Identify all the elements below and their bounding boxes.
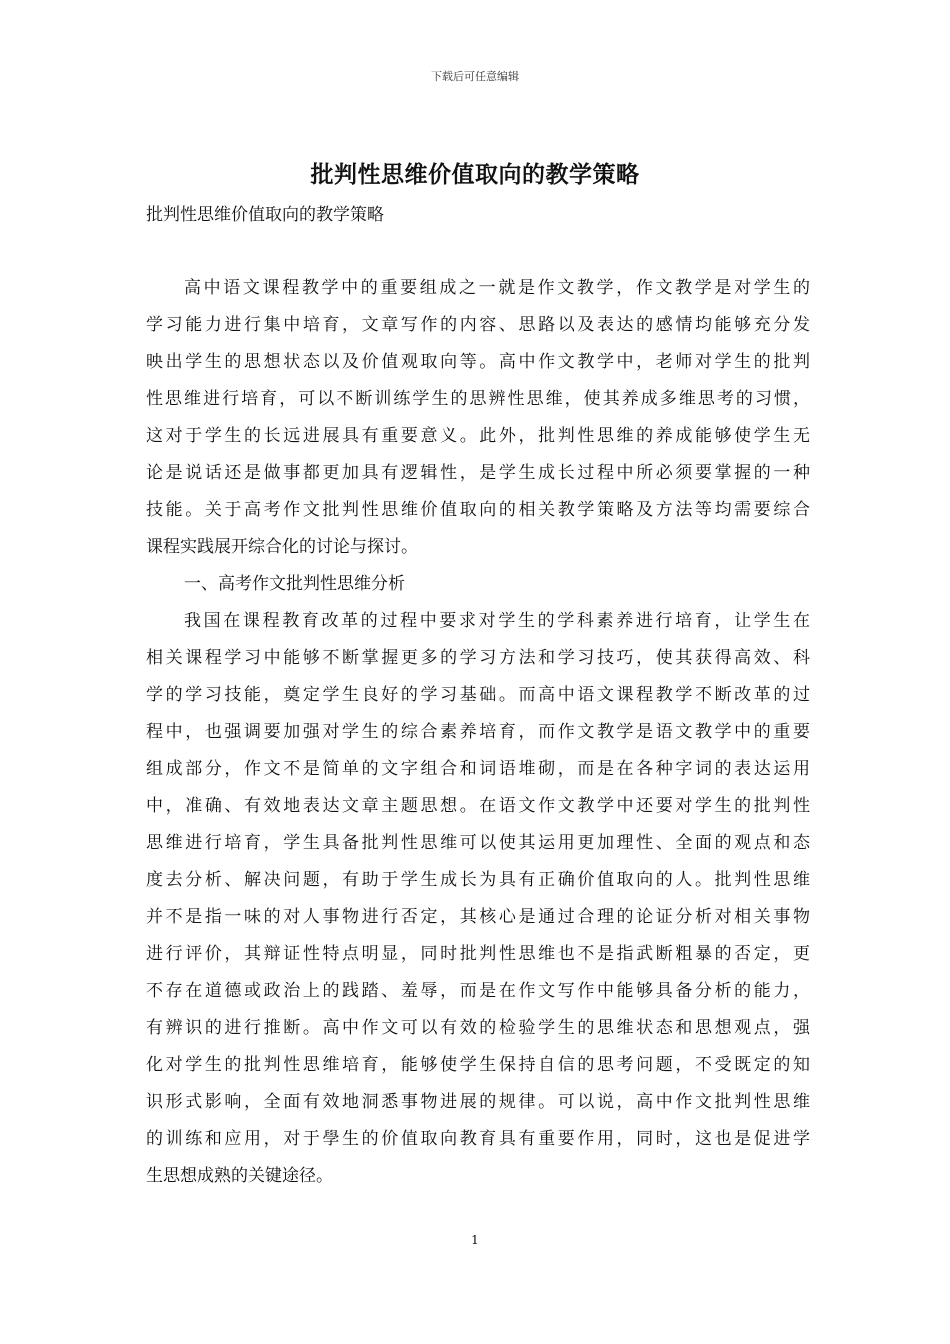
text-line: 课程实践展开综合化的讨论与探讨。: [146, 537, 418, 557]
text-line: 的训练和应用，对于學生的价值取向教育具有重要作用，同时，这也是促进学: [146, 1129, 810, 1149]
page-header: 下载后可任意编辑: [431, 70, 519, 83]
document-title: 批判性思维价值取向的教学策略: [310, 162, 640, 188]
text-line: 一、高考作文批判性思维分析: [184, 574, 405, 594]
body-text: [146, 270, 810, 1195]
text-line: 不存在道德或政治上的践踏、羞辱，而是在作文写作中能够具备分析的能力，: [146, 981, 810, 1001]
text-line: 高中语文课程教学中的重要组成之一就是作文教学，作文教学是对学生的: [184, 278, 810, 298]
text-line: 技能。关于高考作文批判性思维价值取向的相关教学策略及方法等均需要综合: [146, 500, 810, 520]
text-line: 这对于学生的长远进展具有重要意义。此外，批判性思维的养成能够使学生无: [146, 426, 810, 446]
text-line: 程中，也强调要加强对学生的综合素养培育，而作文教学是语文教学中的重要: [146, 722, 810, 742]
text-line: 中，准确、有效地表达文章主题思想。在语文作文教学中还要对学生的批判性: [146, 796, 810, 816]
document-subtitle: 批判性思维价值取向的教学策略: [146, 205, 384, 225]
text-line: 相关课程学习中能够不断掌握更多的学习方法和学习技巧，使其获得高效、科: [146, 648, 810, 668]
text-line: 度去分析、解决问题，有助于学生成长为具有正确价值取向的人。批判性思维: [146, 870, 810, 890]
text-line: 映出学生的思想状态以及价值观取向等。高中作文教学中，老师对学生的批判: [146, 352, 810, 372]
page-number: 1: [471, 1233, 479, 1247]
text-line: 学习能力进行集中培育，文章写作的内容、思路以及表达的感情均能够充分发: [146, 315, 810, 335]
text-line: 我国在课程教育改革的过程中要求对学生的学科素养进行培育，让学生在: [184, 611, 810, 631]
text-line: 学的学习技能，奠定学生良好的学习基础。而高中语文课程教学不断改革的过: [146, 685, 810, 705]
text-line: 思维进行培育，学生具备批判性思维可以使其运用更加理性、全面的观点和态: [146, 833, 810, 853]
text-line: 化对学生的批判性思维培育，能够使学生保持自信的思考问题，不受既定的知: [146, 1055, 810, 1075]
text-line: 有辨识的进行推断。高中作文可以有效的检验学生的思维状态和思想观点，强: [146, 1018, 810, 1038]
text-line: 生思想成熟的关键途径。: [146, 1166, 333, 1186]
text-line: 性思维进行培育，可以不断训练学生的思辨性思维，使其养成多维思考的习惯，: [146, 389, 810, 409]
text-line: 组成部分，作文不是简单的文字组合和词语堆砌，而是在各种字词的表达运用: [146, 759, 810, 779]
text-line: 并不是指一味的对人事物进行否定，其核心是通过合理的论证分析对相关事物: [146, 907, 810, 927]
text-line: 进行评价，其辩证性特点明显，同时批判性思维也不是指武断粗暴的否定，更: [146, 944, 810, 964]
text-line: 论是说话还是做事都更加具有逻辑性，是学生成长过程中所必须要掌握的一种: [146, 463, 810, 483]
text-line: 识形式影响，全面有效地洞悉事物进展的规律。可以说，高中作文批判性思维: [146, 1092, 810, 1112]
